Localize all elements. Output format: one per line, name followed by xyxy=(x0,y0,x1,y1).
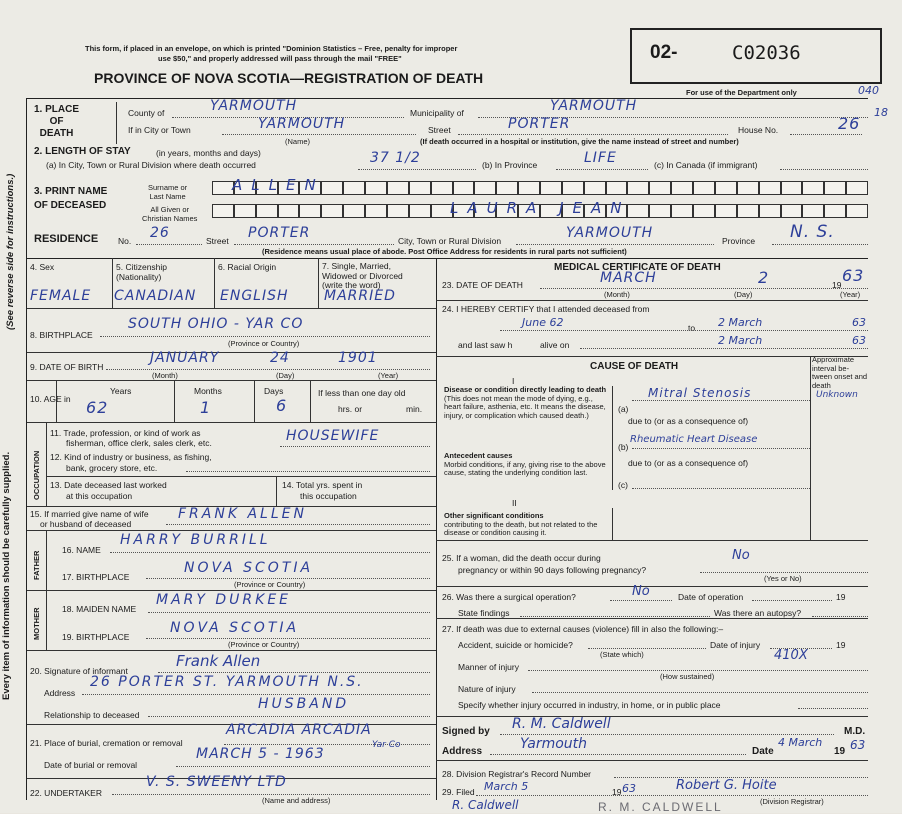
letter-box xyxy=(693,204,715,218)
how-sustained-caption: (How sustained) xyxy=(660,672,715,681)
relationship-label: Relationship to deceased xyxy=(44,710,140,720)
residence-note: (Residence means usual place of abode. Post Office Address for residents in rural parts not sufficient) xyxy=(262,247,627,256)
mother-birthplace-caption: (Province or Country) xyxy=(228,640,300,649)
department-use-label: For use of the Department only xyxy=(686,88,797,97)
letter-box xyxy=(759,181,781,195)
citizenship-value: CANADIAN xyxy=(114,288,197,304)
burial-county-mark: Yar Co xyxy=(372,740,401,750)
age-months-label: Months xyxy=(194,386,222,396)
letter-box xyxy=(649,181,671,195)
dob-label: 9. DATE OF BIRTH xyxy=(30,362,104,372)
letter-box xyxy=(781,181,803,195)
mail-notice-1: This form, if placed in an envelope, on which is printed "Dominion Statistics – Free, penalty for improper xyxy=(85,44,458,53)
letter-box xyxy=(299,204,321,218)
stay-city-label: (a) In City, Town or Rural Division where death occurred xyxy=(46,160,256,170)
cause-a-label: (a) xyxy=(618,404,629,414)
spouse-value: FRANK ALLEN xyxy=(178,506,307,522)
given-names-label: All Given or Christian Names xyxy=(142,205,198,223)
letter-box xyxy=(802,204,824,218)
letter-box xyxy=(824,181,846,195)
letter-box xyxy=(584,181,606,195)
residence-city-value: YARMOUTH xyxy=(566,225,654,241)
signed-by-label: Signed by xyxy=(442,726,490,737)
occ-total-years-label-1: 14. Total yrs. spent in xyxy=(282,480,363,490)
residence-street-label: Street xyxy=(206,236,229,246)
city-name-caption: (Name) xyxy=(285,137,311,146)
q26-value: No xyxy=(632,584,650,599)
manner-label: Manner of injury xyxy=(458,662,519,672)
registration-prefix: 02- xyxy=(650,42,678,63)
registrar-signature: Robert G. Hoite xyxy=(676,778,777,793)
disease-note: (This does not mean the mode of dying, e.g., heart failure, asthenia, etc. It means the disease, injury, or complication which caused death.) xyxy=(444,393,606,420)
autopsy-label: Was there an autopsy? xyxy=(714,608,802,618)
registration-number-box xyxy=(630,28,882,84)
father-name-label: 16. NAME xyxy=(62,545,101,555)
cause-b-label: (b) xyxy=(618,442,629,452)
date-of-death-day: 2 xyxy=(758,268,770,287)
county-label: County of xyxy=(128,108,165,118)
deceased-name-label: 3. PRINT NAME OF DECEASED xyxy=(34,186,108,211)
side-instruction-left: Every item of information should be carefully supplied. xyxy=(1,451,12,700)
city-town-label: If in City or Town xyxy=(128,125,191,135)
cause-a-interval: Unknown xyxy=(816,390,858,400)
street-label: Street xyxy=(428,125,451,135)
sign-date: 4 March xyxy=(778,736,823,749)
surname-value: ALLEN xyxy=(232,176,325,194)
dod-year-caption: (Year) xyxy=(840,290,861,299)
age-years-value: 62 xyxy=(86,398,109,417)
letter-box xyxy=(234,204,256,218)
stay-canada-label: (c) In Canada (if immigrant) xyxy=(654,160,758,170)
undertaker-value: V. S. SWEENY LTD xyxy=(146,774,287,790)
letter-box xyxy=(365,204,387,218)
last-saw-year: 63 xyxy=(852,334,866,347)
letter-box xyxy=(627,204,649,218)
surname-label: Surname or Last Name xyxy=(148,183,188,201)
other-conditions-note: contributing to the death, but not related to the disease or condition causing it. xyxy=(444,519,598,537)
occupation-side-label: OCCUPATION xyxy=(32,450,41,500)
antecedent-label: Antecedent causes xyxy=(444,451,513,460)
dob-day-caption: (Day) xyxy=(276,371,295,380)
attended-to-label: to xyxy=(688,323,696,333)
registrar-record-label: 28. Division Registrar's Record Number xyxy=(442,769,592,779)
mother-birthplace-value: NOVA SCOTIA xyxy=(170,620,300,636)
injury-date-label: Date of injury xyxy=(710,640,761,650)
age-months-value: 1 xyxy=(200,398,212,417)
letter-box xyxy=(365,181,387,195)
letter-box xyxy=(759,204,781,218)
letter-box xyxy=(409,204,431,218)
q25-value: No xyxy=(732,548,750,563)
letter-box xyxy=(846,181,868,195)
informant-signature-label: 20. Signature of informant xyxy=(30,666,128,676)
mother-name-value: MARY DURKEE xyxy=(156,592,292,608)
disease-label-block xyxy=(444,386,608,420)
accident-label: Accident, suicide or homicide? xyxy=(458,640,573,650)
letter-box xyxy=(715,181,737,195)
minutes-label: min. xyxy=(406,404,423,414)
undertaker-label: 22. UNDERTAKER xyxy=(30,788,102,798)
citizenship-label: 5. Citizenship (Nationality) xyxy=(116,262,168,282)
sex-value: FEMALE xyxy=(30,288,92,304)
father-name-value: HARRY BURRILL xyxy=(120,532,271,548)
municipality-label: Municipality of xyxy=(410,108,464,118)
dob-year: 1901 xyxy=(338,350,378,366)
md-label: M.D. xyxy=(844,726,866,737)
letter-box xyxy=(518,181,540,195)
letter-box xyxy=(256,204,278,218)
filed-year-prefix: 19 xyxy=(612,787,622,797)
relationship-value: HUSBAND xyxy=(258,696,350,712)
birthplace-value: SOUTH OHIO - YAR CO xyxy=(128,316,304,332)
given-names-value: LAURA JEAN xyxy=(450,199,631,217)
physician-signature: R. M. Caldwell xyxy=(512,716,611,732)
certify-label: 24. I HEREBY CERTIFY that I attended deceased from xyxy=(442,304,650,314)
burial-date-label: Date of burial or removal xyxy=(44,760,138,770)
spouse-label-1: 15. If married give name of wife xyxy=(30,509,149,519)
q26-label: 26. Was there a surgical operation? xyxy=(442,592,576,602)
street-value: PORTER xyxy=(508,116,571,132)
burial-place-label: 21. Place of burial, cremation or removal xyxy=(30,738,183,748)
stay-city-value: 37 1/2 xyxy=(370,150,421,166)
sign-year: 63 xyxy=(850,738,866,752)
occ-total-years-label-2: this occupation xyxy=(300,491,357,501)
birthplace-label: 8. BIRTHPLACE xyxy=(30,330,93,340)
house-number-label: House No. xyxy=(738,125,779,135)
state-findings-label: State findings xyxy=(458,608,510,618)
hospital-note: (If death occurred in a hospital or institution, give the name instead of street and number) xyxy=(420,137,739,146)
interval-label: Approximate interval be-tween onset and death xyxy=(812,355,868,390)
statistical-code: 410X xyxy=(774,648,808,663)
part-two-label: II xyxy=(512,498,517,508)
letter-box xyxy=(649,204,671,218)
cause-of-death-title: CAUSE OF DEATH xyxy=(590,361,679,372)
date-of-death-year: 63 xyxy=(842,266,865,285)
last-saw-label: and last saw h xyxy=(458,340,513,350)
letter-box xyxy=(212,181,234,195)
occ-industry-label-2: bank, grocery store, etc. xyxy=(66,463,158,473)
letter-box xyxy=(562,181,584,195)
undertaker-caption: (Name and address) xyxy=(262,796,331,805)
due-to-label-2: due to (or as a consequence of) xyxy=(628,458,749,468)
footer-printed-name: R. M. CALDWELL xyxy=(598,800,723,814)
place-of-death-label: 1. PLACE OF DEATH xyxy=(34,104,80,139)
dob-day: 24 xyxy=(270,350,290,366)
medical-certificate-title: MEDICAL CERTIFICATE OF DEATH xyxy=(554,262,721,273)
q27-label: 27. If death was due to external causes (violence) fill in also the following:– xyxy=(442,624,724,634)
residence-province-label: Province xyxy=(722,236,756,246)
mother-side-label: MOTHER xyxy=(32,607,41,640)
informant-address-label: Address xyxy=(44,688,76,698)
attended-to-year: 63 xyxy=(852,316,866,329)
house-number-value: 26 xyxy=(838,114,861,133)
county-value: YARMOUTH xyxy=(210,98,298,114)
letter-box xyxy=(737,181,759,195)
burial-place-value: ARCADIA ARCADIA xyxy=(226,722,372,738)
age-days-label: Days xyxy=(264,386,284,396)
registrar-caption: (Division Registrar) xyxy=(760,797,824,806)
date-of-death-month: MARCH xyxy=(600,270,657,286)
letter-box xyxy=(387,204,409,218)
dob-month: JANUARY xyxy=(150,350,220,366)
letter-box xyxy=(474,181,496,195)
length-of-stay-sub: (in years, months and days) xyxy=(156,148,261,158)
letter-box xyxy=(212,204,234,218)
racial-origin-value: ENGLISH xyxy=(220,288,289,304)
marital-status-label: 7. Single, Married, Widowed or Divorced (write the word) xyxy=(322,261,403,290)
stay-province-label: (b) In Province xyxy=(482,160,538,170)
physician-address-label: Address xyxy=(442,746,483,757)
occ-last-worked-label-2: at this occupation xyxy=(66,491,133,501)
mother-birthplace-label: 19. BIRTHPLACE xyxy=(62,632,130,642)
specify-label: Specify whether injury occurred in industry, in home, or in public place xyxy=(458,700,721,710)
filed-label: 29. Filed xyxy=(442,787,475,797)
antecedent-note: Morbid conditions, if any, giving rise to the above cause, stating the underlying condition last. xyxy=(444,459,606,477)
other-conditions-block xyxy=(444,512,608,538)
occ-trade-label-2: fisherman, office clerk, sales clerk, etc. xyxy=(66,438,212,448)
age-years-label: Years xyxy=(110,386,132,396)
letter-box xyxy=(343,204,365,218)
letter-box xyxy=(824,204,846,218)
attended-to: 2 March xyxy=(718,316,763,329)
dod-day-caption: (Day) xyxy=(734,290,753,299)
length-of-stay-label: 2. LENGTH OF STAY xyxy=(34,146,131,157)
letter-box xyxy=(453,181,475,195)
injury-year-prefix: 19 xyxy=(836,640,846,650)
last-saw-alive-label: alive on xyxy=(540,340,570,350)
cause-b-value: Rheumatic Heart Disease xyxy=(630,434,758,445)
mother-name-label: 18. MAIDEN NAME xyxy=(62,604,137,614)
yes-no-caption: (Yes or No) xyxy=(764,574,802,583)
father-birthplace-label: 17. BIRTHPLACE xyxy=(62,572,130,582)
department-code: 040 xyxy=(858,84,879,97)
occ-last-worked-label-1: 13. Date deceased last worked xyxy=(50,480,167,490)
racial-origin-label: 6. Racial Origin xyxy=(218,262,277,272)
letter-box xyxy=(802,181,824,195)
disease-label: Disease or condition directly leading to death xyxy=(444,385,607,394)
cause-a-value: Mitral Stenosis xyxy=(648,386,752,400)
nature-label: Nature of injury xyxy=(458,684,516,694)
hours-label: hrs. or xyxy=(338,404,363,414)
occ-trade-label-1: 11. Trade, profession, or kind of work as xyxy=(50,428,201,438)
letter-box xyxy=(431,181,453,195)
letter-box xyxy=(321,204,343,218)
residence-province-value: N. S. xyxy=(790,222,835,242)
antecedent-label-block xyxy=(444,452,608,478)
letter-box xyxy=(540,181,562,195)
burial-date-value: MARCH 5 - 1963 xyxy=(196,746,325,762)
sign-year-prefix: 19 xyxy=(834,746,846,757)
q25-label-2: pregnancy or within 90 days following pregnancy? xyxy=(458,565,647,575)
other-conditions-label: Other significant conditions xyxy=(444,511,544,520)
cause-c-label: (c) xyxy=(618,480,628,490)
letter-box xyxy=(627,181,649,195)
dob-month-caption: (Month) xyxy=(152,371,178,380)
date-of-death-year-prefix: 19 xyxy=(832,280,842,290)
dob-year-caption: (Year) xyxy=(378,371,399,380)
q25-label-1: 25. If a woman, did the death occur during xyxy=(442,553,601,563)
letter-box xyxy=(496,181,518,195)
letter-box xyxy=(671,204,693,218)
letter-box xyxy=(737,204,759,218)
informant-address: 26 PORTER ST. YARMOUTH N.S. xyxy=(90,674,364,690)
residence-city-label: City, Town or Rural Division xyxy=(398,236,502,246)
letter-box xyxy=(387,181,409,195)
father-birthplace-caption: (Province or Country) xyxy=(234,580,306,589)
letter-box xyxy=(846,204,868,218)
occ-industry-label-1: 12. Kind of industry or business, as fishing, xyxy=(50,452,212,462)
occ-trade-value: HOUSEWIFE xyxy=(286,428,380,444)
operation-year-prefix: 19 xyxy=(836,592,846,602)
registration-number: C02036 xyxy=(732,42,801,64)
less-than-day-label: If less than one day old xyxy=(318,388,406,398)
filed-year: 63 xyxy=(622,782,636,795)
informant-signature: Frank Allen xyxy=(176,652,261,670)
footer-signature: R. Caldwell xyxy=(452,798,519,812)
side-instruction-right: (See reverse side for instructions.) xyxy=(5,173,16,330)
letter-box xyxy=(606,181,628,195)
marital-status-value: MARRIED xyxy=(324,288,396,304)
age-label: 10. AGE in xyxy=(30,394,71,404)
residence-no-value: 26 xyxy=(150,225,170,241)
form-title: PROVINCE OF NOVA SCOTIA—REGISTRATION OF DEATH xyxy=(94,70,484,86)
city-town-value: YARMOUTH xyxy=(258,116,346,132)
state-which-caption: (State which) xyxy=(600,650,644,659)
municipality-value: YARMOUTH xyxy=(550,98,638,114)
filed-date: March 5 xyxy=(484,780,529,793)
sex-label: 4. Sex xyxy=(30,262,55,272)
spouse-label-2: or husband of deceased xyxy=(40,519,132,529)
letter-box xyxy=(409,181,431,195)
father-side-label: FATHER xyxy=(32,550,41,580)
residence-street-value: PORTER xyxy=(248,225,311,241)
letter-box xyxy=(671,181,693,195)
residence-no-label: No. xyxy=(118,236,132,246)
last-saw-value: 2 March xyxy=(718,334,763,347)
letter-box xyxy=(343,181,365,195)
operation-date-label: Date of operation xyxy=(678,592,744,602)
residence-label: RESIDENCE xyxy=(34,233,99,245)
birthplace-caption: (Province or Country) xyxy=(228,339,300,348)
letter-box xyxy=(693,181,715,195)
attended-from: June 62 xyxy=(522,316,564,329)
father-birthplace-value: NOVA SCOTIA xyxy=(184,560,314,576)
due-to-label-1: due to (or as a consequence of) xyxy=(628,416,749,426)
date-of-death-label: 23. DATE OF DEATH xyxy=(442,280,523,290)
part-one-label: I xyxy=(512,376,515,386)
physician-address: Yarmouth xyxy=(520,736,588,752)
stay-province-value: LIFE xyxy=(584,150,617,166)
age-days-value: 6 xyxy=(276,396,288,415)
letter-box xyxy=(715,204,737,218)
sign-date-label: Date xyxy=(752,746,774,757)
letter-box xyxy=(278,204,300,218)
mail-notice-2: use $50," and properly addressed will pass through the mail "FREE" xyxy=(158,54,402,63)
letter-box xyxy=(781,204,803,218)
dod-month-caption: (Month) xyxy=(604,290,630,299)
department-code-2: 18 xyxy=(874,106,888,119)
